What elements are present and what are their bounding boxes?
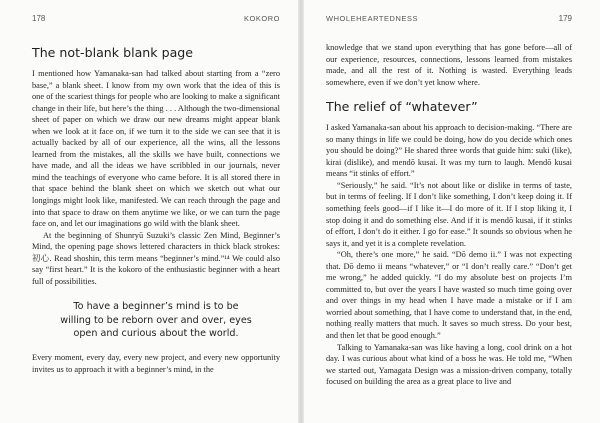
running-head-chapter-title: WHOLEHEARTEDNESS	[326, 14, 419, 23]
body-paragraph: I mentioned how Yamanaka-san had talked about starting from a “zero base,” a blank sheet. I know from my own work that the idea of this is one of the scariest things for people who are looking to make a significant change in their life, but here’s the thing . . . Although the two-dimensional sheet of paper on which we draw our new dreams might appear blank when we look at it face on, if we turn it to the side we can see that it is actually backed by all of our experience, all the wins, all the lessons learned from the mistakes, all the skills we have built, connections we have made, and all the ideas we have scribbled in our journals, never mind the teachings of everyone who came before. It is all stored there in that space behind the blank sheet on which we sketch out what our longings might look like, manifested. We can reach through the page and into that space to draw on them anytime we like, or we can turn the page face on, and let our imaginations go wild with the blank sheet.	[32, 69, 280, 229]
pull-quote	[46, 300, 266, 340]
pull-quote-line: open and curious about the world.	[73, 327, 239, 339]
body-paragraph: “Seriously,” he said. “It’s not about like or dislike in terms of taste, but in terms of feeling. If I don’t like something, I don’t keep doing it. If something feels good—if I like it—I do more of it. If I stop liking it, I stop doing it and do something else. And if it is mendō kusai, if it stinks of effort, I don’t do it either. I go for ease.” It sounds so obvious when he says it, and yet it is a complete revelation.	[326, 180, 572, 248]
running-header-right	[326, 14, 572, 26]
body-paragraph: At the beginning of Shunryū Suzuki’s classic Zen Mind, Beginner’s Mind, the opening page shows lettered characters in thick black strokes: 初心. Read shoshin, this term means “beginner’s mind.”¹⁴ We could also say “first heart.” It is the kokoro of the enthusiastic beginner with a heart full of possibilities.	[32, 230, 280, 286]
page-number-left: 178	[32, 14, 46, 23]
running-head-book-title: KOKORO	[243, 14, 280, 23]
body-paragraph-closing: Every moment, every day, every new project, and every new opportunity invites us to approach it with a beginner’s mind, in the	[32, 353, 280, 374]
section-title-whatever: The relief of “whatever”	[326, 99, 478, 115]
pull-quote-line: To have a beginner’s mind is to be	[73, 301, 239, 313]
body-paragraph-opening: knowledge that we stand upon everything that has gone before—all of our experience, resources, connections, lessons learned from mistakes made, and all the rest of it. Nothing is wasted. Everything leads somewhere, even if we don’t yet know where.	[326, 43, 572, 87]
pull-quote-line: willing to be reborn over and over, eyes	[60, 314, 252, 326]
running-header-left	[32, 14, 280, 26]
left-page	[0, 0, 298, 423]
body-paragraph: I asked Yamanaka-san about his approach to decision-making. “There are so many things in life we could be doing, how do you decide which ones you should be doing?” He shared three words that guide him: suki (like), kirai (dislike), and mendō kusai. It was my turn to laugh. Mendō kusai means “it stinks of effort.”	[326, 123, 572, 179]
section-title-blank-page: The not-blank blank page	[32, 45, 194, 60]
body-paragraph: “Oh, there’s one more,” he said. “Dō demo ii.” I was not expecting that. Dō demo ii means “whatever,” or “I don’t really care.” “Don’t get me wrong,” he added quickly. “I do my absolute best on projects I’m committed to, but over the years I have wasted so much time going over and over things in my head when I have made a mistake or if I am worried about something, that I have come to understand that, in the end, nothing really matters that much. It saves so much stress. Do your best, and then let that be good enough.”	[326, 250, 572, 341]
body-paragraph: Talking to Yamanaka-san was like having a long, cool drink on a hot day. I was curious about what kind of a boss he was. He told me, “When we started out, Yamagata Design was a mission-driven company, totally focused on building the area as a great place to live and	[326, 342, 572, 387]
right-page	[304, 0, 600, 423]
page-number-right: 179	[558, 14, 572, 23]
